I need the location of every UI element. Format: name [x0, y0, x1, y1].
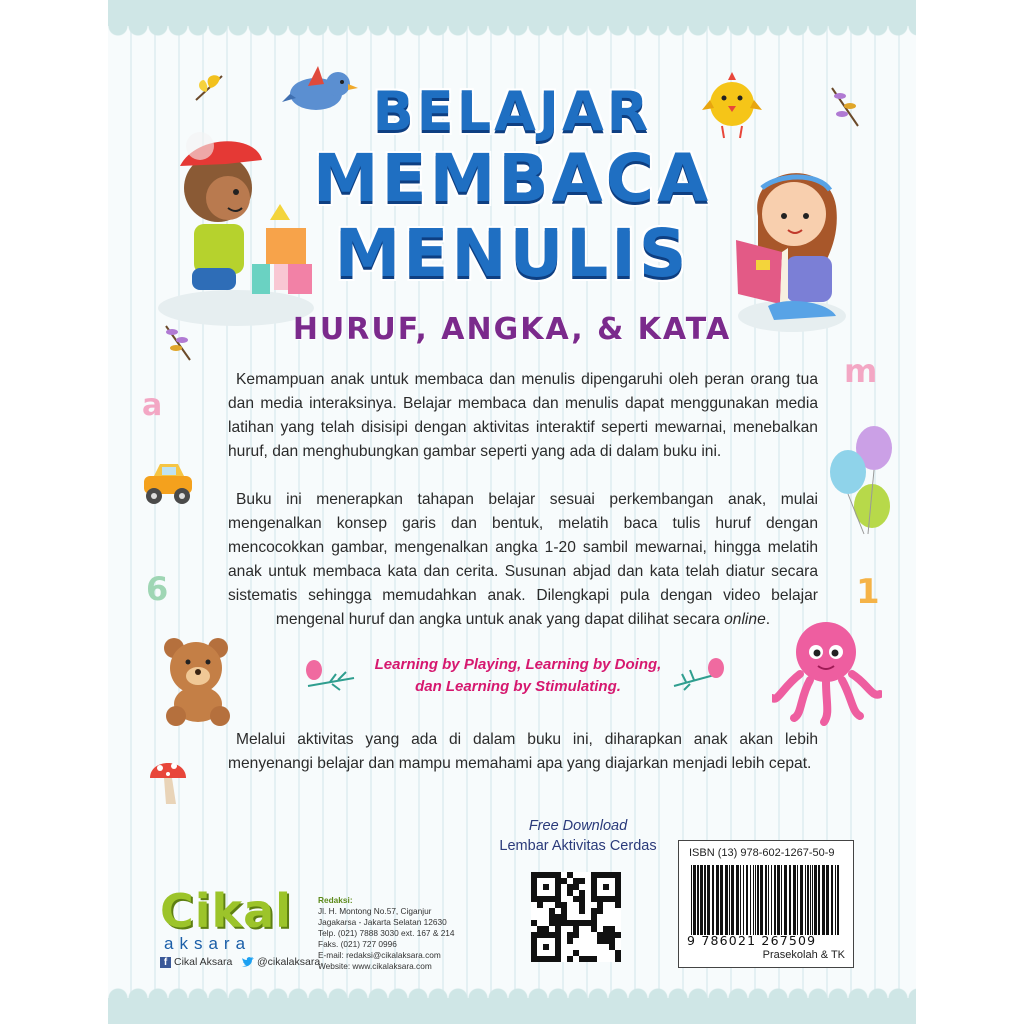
- paragraph-3: Melalui aktivitas yang ada di dalam buku ini, diharapkan anak akan lebih menyenangi belajar dan mampu memahami apa yang diajarkan menjadi lebih cepat.: [228, 731, 818, 772]
- barcode-bar: [720, 865, 723, 935]
- title-line-1: BELAJAR: [372, 80, 652, 143]
- barcode-bar: [729, 865, 730, 935]
- twitter-label: @cikalaksara: [257, 956, 321, 968]
- barcode-bar: [697, 865, 699, 935]
- barcode-bar: [712, 865, 714, 935]
- isbn-barcode-box: [678, 840, 854, 968]
- redaksi-label: Redaksi:: [318, 895, 353, 905]
- barcode-bar: [740, 865, 741, 935]
- facebook-link[interactable]: [160, 956, 232, 968]
- isbn-label: ISBN (13) 978-602-1267-50-9: [689, 847, 835, 859]
- isbn-digits: 9 786021 267509: [687, 933, 817, 948]
- twitter-icon: [242, 957, 254, 968]
- barcode-bar: [765, 865, 767, 935]
- fax: Faks. (021) 727 0996: [318, 939, 397, 949]
- telephone: Telp. (021) 7888 3030 ext. 167 & 214: [318, 928, 455, 938]
- editorial-address: [318, 895, 455, 972]
- barcode-bar: [753, 865, 754, 935]
- teddy-bear-illustration: [156, 634, 240, 726]
- quote-line-2: dan Learning by Stimulating.: [415, 678, 621, 695]
- barcode-bar: [757, 865, 759, 935]
- facebook-icon: f: [160, 957, 171, 968]
- publisher-logo-sub: aksara: [164, 934, 252, 953]
- balloons-icon: [828, 424, 894, 536]
- barcode-bar: [707, 865, 710, 935]
- octopus-illustration: [772, 618, 882, 726]
- address-line-2: Jagakarsa - Jakarta Selatan 12630: [318, 917, 447, 927]
- barcode-bar: [777, 865, 780, 935]
- activity-sheet-label: Lembar Aktivitas Cerdas: [499, 838, 657, 854]
- barcode-bar: [743, 865, 744, 935]
- title-line-2: MEMBACA: [312, 140, 712, 217]
- barcode-bar: [725, 865, 728, 935]
- age-category-label: Prasekolah & TK: [762, 949, 845, 961]
- letter-m-decoration: m: [844, 352, 878, 390]
- paragraph-2-last-line: [228, 608, 818, 632]
- barcode-bar: [760, 865, 763, 935]
- barcode-bar: [716, 865, 719, 935]
- barcode-bar: [814, 865, 817, 935]
- barcode-bar: [736, 865, 739, 935]
- twitter-link[interactable]: [242, 956, 320, 968]
- barcode-bar: [826, 865, 829, 935]
- barcode-bar: [831, 865, 833, 935]
- paragraph-2: [228, 488, 818, 632]
- barcode-bar: [746, 865, 748, 935]
- barcode-bar: [691, 865, 692, 935]
- publisher-logo: Cikal: [160, 884, 292, 938]
- barcode-bar: [818, 865, 820, 935]
- qr-code[interactable]: [531, 872, 621, 962]
- barcode-bar: [807, 865, 809, 935]
- barcode-bar: [784, 865, 787, 935]
- barcode-bar: [800, 865, 803, 935]
- email: E-mail: redaksi@cikalaksara.com: [318, 950, 441, 960]
- free-download-label: Free Download: [528, 818, 628, 834]
- qr-module: [615, 956, 621, 962]
- barcode-bar: [789, 865, 791, 935]
- barcode-bar: [797, 865, 798, 935]
- website: Website: www.cikalaksara.com: [318, 961, 432, 971]
- title-line-3: MENULIS: [334, 215, 690, 292]
- barcode-bar: [693, 865, 696, 935]
- top-scallop-border: [108, 0, 916, 26]
- book-back-cover: [108, 0, 916, 1024]
- paragraph-2-text: Buku ini menerapkan tahapan belajar sesuai perkembangan anak, mulai mengenalkan konsep garis dan bentuk, melatih baca tulis huruf dengan mencocokkan gambar, mengenalkan angka 1-20 sambil mewarnai, hingga melatih anak untuk membaca kata dan cerita. Susunan abjad dan kata telah diatur secara sistematis sehingga memudahkan anak. Dilengkapi pula dengan video belajar: [228, 491, 818, 604]
- barcode-bar: [768, 865, 769, 935]
- paragraph-1: Kemampuan anak untuk membaca dan menulis dipengaruhi oleh peran orang tua dan media interaksinya. Belajar membaca dan menulis dapat menggunakan media latihan yang telah disisipi dengan aktivitas interaktif seperti mewarnai, menebalkan huruf, dan menghubungkan gambar seperti yang ada di dalam buku ini.: [228, 371, 818, 460]
- barcode-bar: [805, 865, 806, 935]
- paragraph-2-online: online: [724, 611, 766, 628]
- barcode-bar: [755, 865, 756, 935]
- barcode-bar: [774, 865, 776, 935]
- number-1-decoration: 1: [856, 572, 880, 612]
- barcode-bar: [750, 865, 751, 935]
- barcode-bar: [837, 865, 839, 935]
- paragraph-2-period: .: [765, 611, 771, 628]
- facebook-label: Cikal Aksara: [174, 956, 233, 968]
- number-6-decoration: 6: [146, 570, 169, 608]
- bottom-scallop-border: [108, 998, 916, 1024]
- barcode-bar: [781, 865, 782, 935]
- barcode-bar: [810, 865, 811, 935]
- barcode-bar: [704, 865, 706, 935]
- barcode-bar: [835, 865, 836, 935]
- toy-car-icon: [138, 458, 198, 508]
- mushroom-icon: [146, 754, 190, 808]
- barcode-bar: [731, 865, 734, 935]
- barcode-bar: [771, 865, 772, 935]
- quote-line-1: Learning by Playing, Learning by Doing,: [374, 656, 662, 673]
- barcode: [691, 865, 843, 935]
- address-line-1: Jl. H. Montong No.57, Ciganjur: [318, 906, 432, 916]
- letter-a-decoration: a: [142, 388, 163, 423]
- subtitle: HURUF, ANGKA, & KATA: [292, 312, 732, 347]
- barcode-bar: [700, 865, 703, 935]
- barcode-bar: [793, 865, 796, 935]
- barcode-bar: [812, 865, 813, 935]
- barcode-bar: [822, 865, 825, 935]
- paragraph-2-last-text: mengenal huruf dan angka untuk anak yang dapat dilihat secara: [275, 611, 720, 628]
